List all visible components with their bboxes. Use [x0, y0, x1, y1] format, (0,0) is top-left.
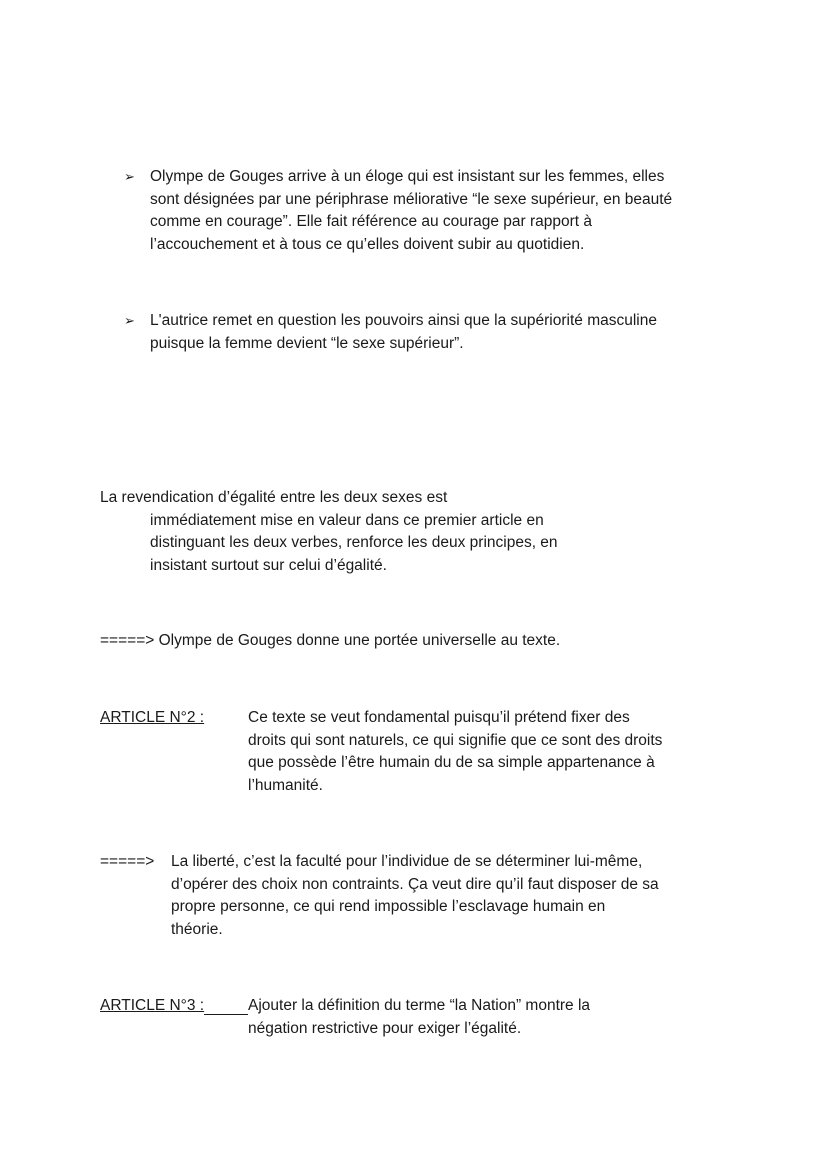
paragraph-line: puisque la femme devient “le sexe supérieur”.: [150, 334, 464, 352]
paragraph-line: négation restrictive pour exiger l’égalité.: [248, 1019, 522, 1037]
paragraph-line: immédiatement mise en valeur dans ce premier article en: [150, 511, 544, 529]
revendication-paragraph: [100, 487, 660, 579]
paragraph-line: Ajouter la définition du terme “la Nation” montre la: [248, 997, 591, 1014]
article-2-section: [100, 707, 740, 799]
paragraph-line: propre personne, ce qui rend impossible l’esclavage humain en: [171, 898, 606, 915]
article-3-section: [100, 995, 740, 1041]
paragraph-line: distinguant les deux verbes, renforce les deux principes, en: [150, 534, 558, 551]
paragraph-line: droits qui sont naturels, ce qui signifie que ce sont des droits: [248, 731, 663, 749]
arrow-bullet-icon: ➢: [124, 313, 135, 328]
paragraph-line: sont désignées par une périphrase méliorative “le sexe supérieur, en beauté: [150, 190, 673, 208]
paragraph-line: La liberté, c’est la faculté pour l’individue de se déterminer lui-même,: [171, 853, 643, 870]
article-3-label: ARTICLE N°3 :: [100, 997, 205, 1014]
conclusion-text: =====> Olympe de Gouges donne une portée universelle au texte.: [100, 632, 561, 649]
paragraph-line: Ce texte se veut fondamental puisqu’il prétend fixer des: [248, 709, 630, 726]
paragraph-line: l’accouchement et à tous ce qu’elles doivent subir au quotidien.: [150, 235, 585, 253]
paragraph-line: l’humanité.: [248, 776, 323, 794]
paragraph-line: insistant surtout sur celui d’égalité.: [150, 556, 387, 574]
arrow-bullet-icon: ➢: [124, 169, 135, 184]
conclusion-universelle: [100, 630, 720, 654]
paragraph-line: L'autrice remet en question les pouvoirs ainsi que la supériorité masculine: [150, 312, 657, 329]
label-underline-extension: [204, 1014, 248, 1015]
bullet-item-eloge: [124, 166, 734, 258]
arrow-marker: =====>: [100, 853, 155, 870]
bullet-item-autrice: [124, 310, 734, 356]
article-2-label: ARTICLE N°2 :: [100, 709, 205, 726]
paragraph-line: Olympe de Gouges arrive à un éloge qui est insistant sur les femmes, elles: [150, 168, 665, 185]
paragraph-line: d’opérer des choix non contraints. Ça veut dire qu’il faut disposer de sa: [171, 875, 659, 893]
paragraph-line: que possède l’être humain du de sa simple appartenance à: [248, 754, 655, 771]
paragraph-line: théorie.: [171, 920, 223, 938]
liberte-paragraph: [100, 851, 740, 943]
paragraph-line: comme en courage”. Elle fait référence au courage par rapport à: [150, 213, 592, 230]
paragraph-line: La revendication d’égalité entre les deux sexes est: [100, 489, 448, 506]
